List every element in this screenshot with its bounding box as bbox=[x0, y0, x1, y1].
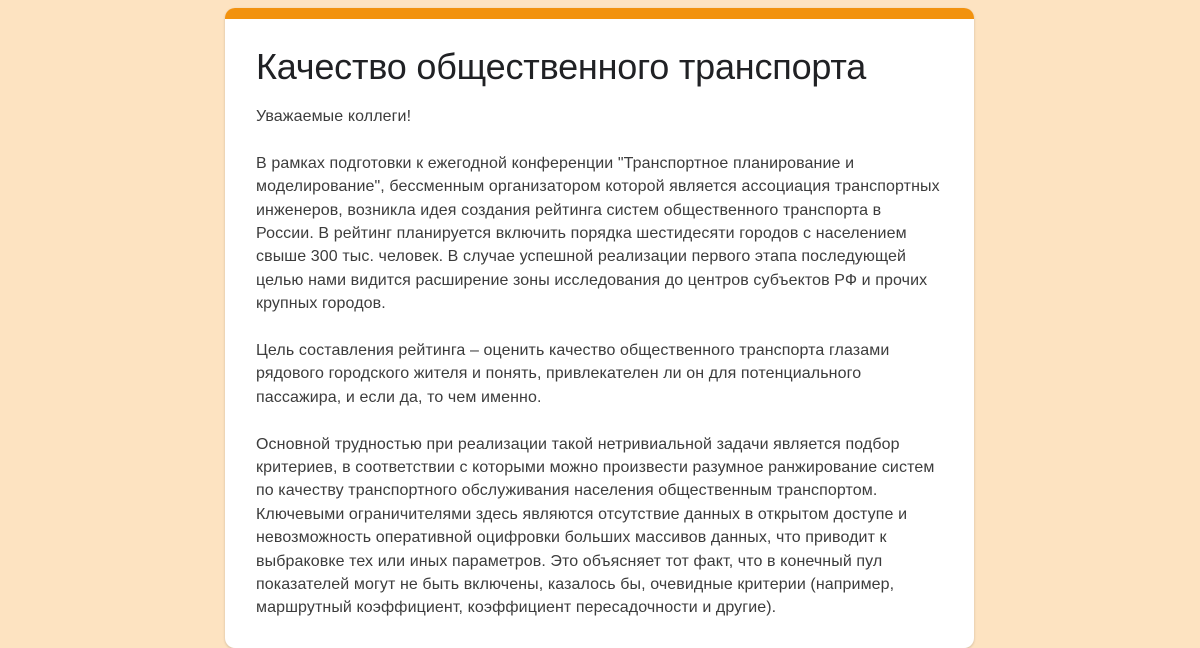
description-paragraph-2: Цель составления рейтинга – оценить качество общественного транспорта глазами рядового городского жителя и понять, привлекателен ли он для потенциального пассажира, и если да, то чем именно. bbox=[256, 342, 890, 406]
form-header-body bbox=[225, 19, 974, 620]
description-paragraph-1: В рамках подготовки к ежегодной конференции "Транспортное планирование и моделирование", бессменным организатором которой является ассоциация транспортных инженеров, возникла идея создания рейтинга систем общественного транспорта в России. В рейтинг планируется включить порядка шестидесяти городов с населением свыше 300 тыс. человек. В случае успешной реализации первого этапа последующей целью нами видится расширение зоны исследования до центров субъектов РФ и прочих крупных городов. bbox=[256, 154, 940, 313]
form-accent-bar bbox=[225, 8, 974, 19]
form-description bbox=[256, 105, 942, 620]
description-greeting: Уважаемые коллеги! bbox=[256, 108, 412, 125]
description-paragraph-3: Основной трудностью при реализации такой нетривиальной задачи является подбор критериев, в соответствии с которыми можно произвести разумное ранжирование систем по качеству транспортного обслуживания населения общественным транспортом. Ключевыми ограничителями здесь являются отсутствие данных в открытом доступе и невозможность оперативной оцифровки больших массивов данных, что приводит к выбраковке тех или иных параметров. Это объясняет тот факт, что в конечный пул показателей могут не быть включены, казалось бы, очевидные критерии (например, маршрутный коэффициент, коэффициент пересадочности и другие). bbox=[256, 435, 935, 617]
form-header-card bbox=[225, 8, 974, 648]
form-title: Качество общественного транспорта bbox=[256, 46, 867, 87]
